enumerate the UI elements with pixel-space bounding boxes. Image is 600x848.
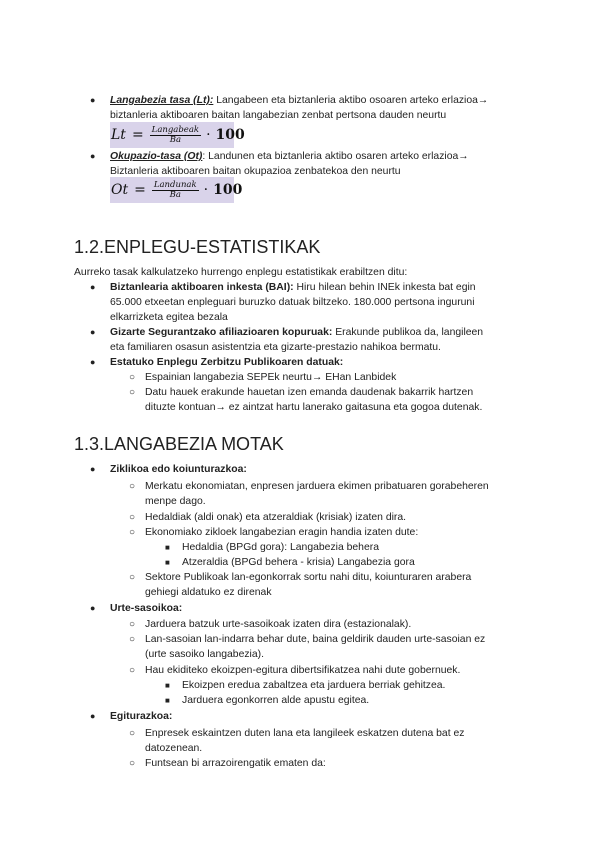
sub-item (129, 632, 520, 662)
formula-numerator: Landunak (153, 179, 197, 190)
formula-equals: = (134, 182, 146, 198)
bullet-dot: ● (90, 327, 96, 337)
item-title: Egiturazkoa: (110, 711, 173, 722)
bullet-square: ■ (165, 558, 170, 567)
sub-item (129, 385, 520, 415)
item-text: Jarduera egonkorren alde apustu egitea. (182, 695, 370, 706)
formula-equals: = (131, 127, 144, 143)
item-text: Espainian langabezia SEPEk neurtu→ EHan Lanbidek (145, 372, 397, 383)
bullet-circle: ○ (129, 387, 136, 398)
bullet-square: ■ (165, 681, 170, 690)
formula-denominator: Ba (169, 189, 181, 200)
list-item-gizarte (90, 325, 520, 355)
bullet-circle: ○ (129, 527, 136, 538)
rate-text: : Landunen eta biztanleria aktibo osaren arteko erlazioa→ (202, 151, 469, 162)
formula-fraction (152, 181, 199, 200)
list-item-bai (90, 280, 520, 325)
formula-lhs: Ot (111, 182, 129, 198)
section-intro: Aurreko tasak kalkulatzeko hurrengo enplegu estatistikak erabiltzen ditu: (74, 267, 408, 278)
sub-item (129, 726, 520, 756)
formula-denominator: Ba (169, 134, 182, 145)
item-text: Merkatu ekonomiatan, enpresen jarduera ekimen pribatuaren gorabeheren (145, 481, 489, 492)
sub-item (129, 370, 520, 385)
item-text: Ekoizpen eredua zabaltzea eta jarduera berriak gehitzea. (182, 680, 446, 691)
item-text: Hau ekiditeko ekoizpen-egitura dibertsifikatzea nahi dute gobernuek. (145, 665, 461, 676)
item-text: Funtsean bi arrazoirengatik ematen da: (145, 758, 326, 769)
rate-item-employment (90, 149, 520, 179)
sub-item (129, 510, 520, 525)
item-text: Hedaldia (BPGd gora): Langabezia behera (182, 542, 379, 553)
bullet-circle: ○ (129, 728, 136, 739)
rate-title: Okupazio-tasa (Ot) (110, 151, 203, 162)
bullet-dot: ● (90, 711, 96, 721)
formula-factor: 100 (215, 127, 245, 143)
item-text-cont: elkarrizketa egitea bezala (110, 312, 228, 323)
unemployment-formula (110, 122, 245, 148)
item-text-cont: datozenean. (145, 743, 203, 754)
list-item-urte-sasoikoa (90, 601, 520, 616)
sub-item (129, 617, 520, 632)
list-item-ziklikoa (90, 462, 520, 477)
section-heading-enplegu: 1.2.ENPLEGU-ESTATISTIKAK (74, 237, 321, 257)
rate-text-cont: Biztanleria aktiboaren baitan okupazioa zenbatekoa den neurtu (110, 166, 401, 177)
item-title: Ziklikoa edo koiunturazkoa: (110, 464, 247, 475)
sub-item (129, 663, 520, 678)
bullet-circle: ○ (129, 758, 136, 769)
item-text: Datu hauek erakunde hauetan izen emanda daudenak bakarrik hartzen (145, 387, 474, 398)
item-text-cont: menpe dago. (145, 496, 206, 507)
sub-sub-item (165, 693, 520, 708)
item-text: Hiru hilean behin INEk inkesta bat egin (293, 282, 476, 293)
bullet-circle: ○ (129, 572, 136, 583)
formula-factor: 100 (213, 182, 243, 198)
list-item-estatuko (90, 355, 520, 370)
item-text-cont: dituzte kontuan→ ez aintzat hartu lanerako gaitasuna eta gogoa dutenak. (145, 402, 483, 413)
item-text-cont: (urte sasoiko langabezia). (145, 649, 264, 660)
sub-sub-item (165, 540, 520, 555)
item-text-cont: gehiegi aldatuko ez direnak (145, 587, 272, 598)
item-title: Biztanlearia aktiboaren inkesta (BAI): (110, 282, 294, 293)
rate-title: Langabezia tasa (Lt): (110, 95, 214, 106)
rate-text: Langabeen eta biztanleria aktibo osoaren arteko erlazioa→ (213, 95, 489, 106)
sub-item (129, 479, 520, 509)
bullet-circle: ○ (129, 512, 136, 523)
rate-text-cont: biztanleria aktiboaren baitan langabezian zenbat pertsona dauden neurtu (110, 110, 447, 121)
bullet-dot: ● (90, 603, 96, 613)
item-text: Lan-sasoian lan-indarra behar dute, baina geldirik dauden urte-sasoian ez (145, 634, 486, 645)
list-item-egiturazkoa (90, 709, 520, 724)
employment-formula (110, 177, 243, 203)
formula-lhs: Lt (111, 127, 126, 143)
bullet-dot: ● (90, 95, 96, 105)
rate-item-unemployment (90, 93, 520, 123)
bullet-circle: ○ (129, 481, 136, 492)
bullet-dot: ● (90, 151, 96, 161)
bullet-circle: ○ (129, 665, 136, 676)
item-text: Jarduera batzuk urte-sasoikoak izaten dira (estazionalak). (145, 619, 412, 630)
item-title: Gizarte Segurantzako afiliazioaren kopuruak: (110, 327, 333, 338)
item-title: Urte-sasoikoa: (110, 603, 183, 614)
sub-item (129, 570, 520, 600)
item-text: Sektore Publikoak lan-egonkorrak sortu nahi ditu, koiunturaren arabera (145, 572, 472, 583)
section-heading-langabezia: 1.3.LANGABEZIA MOTAK (74, 434, 284, 454)
formula-numerator: Langabeak (151, 124, 200, 135)
bullet-square: ■ (165, 696, 170, 705)
item-text: Enpresek eskaintzen duten lana eta langileek eskatzen dutena bat ez (145, 728, 465, 739)
sub-sub-item (165, 678, 520, 693)
item-title: Estatuko Enplegu Zerbitzu Publikoaren datuak: (110, 357, 344, 368)
item-text: Ekonomiako zikloek langabezian eragin handia izaten dute: (145, 527, 419, 538)
formula-fraction (150, 126, 201, 145)
sub-item (129, 756, 520, 771)
bullet-square: ■ (165, 543, 170, 552)
bullet-circle: ○ (129, 634, 136, 645)
item-text-cont: 65.000 etxeetan enpleguari buruzko datuak biltzeko. 180.000 pertsona inguruni (110, 297, 475, 308)
sub-item (129, 525, 520, 540)
item-text: Hedaldiak (aldi onak) eta atzeraldiak (krisiak) izaten dira. (145, 512, 407, 523)
bullet-circle: ○ (129, 372, 136, 383)
bullet-circle: ○ (129, 619, 136, 630)
formula-multiply: · (206, 127, 211, 143)
bullet-dot: ● (90, 464, 96, 474)
item-text-cont: eta familiaren osasun asistentzia eta gizarte-prestazio nahikoa bermatu. (110, 342, 441, 353)
bullet-dot: ● (90, 357, 96, 367)
item-text: Erakunde publikoa da, langileen (332, 327, 484, 338)
bullet-dot: ● (90, 282, 96, 292)
formula-multiply: · (203, 182, 209, 198)
item-text: Atzeraldia (BPGd behera - krisia) Langabezia gora (182, 557, 415, 568)
sub-sub-item (165, 555, 520, 570)
